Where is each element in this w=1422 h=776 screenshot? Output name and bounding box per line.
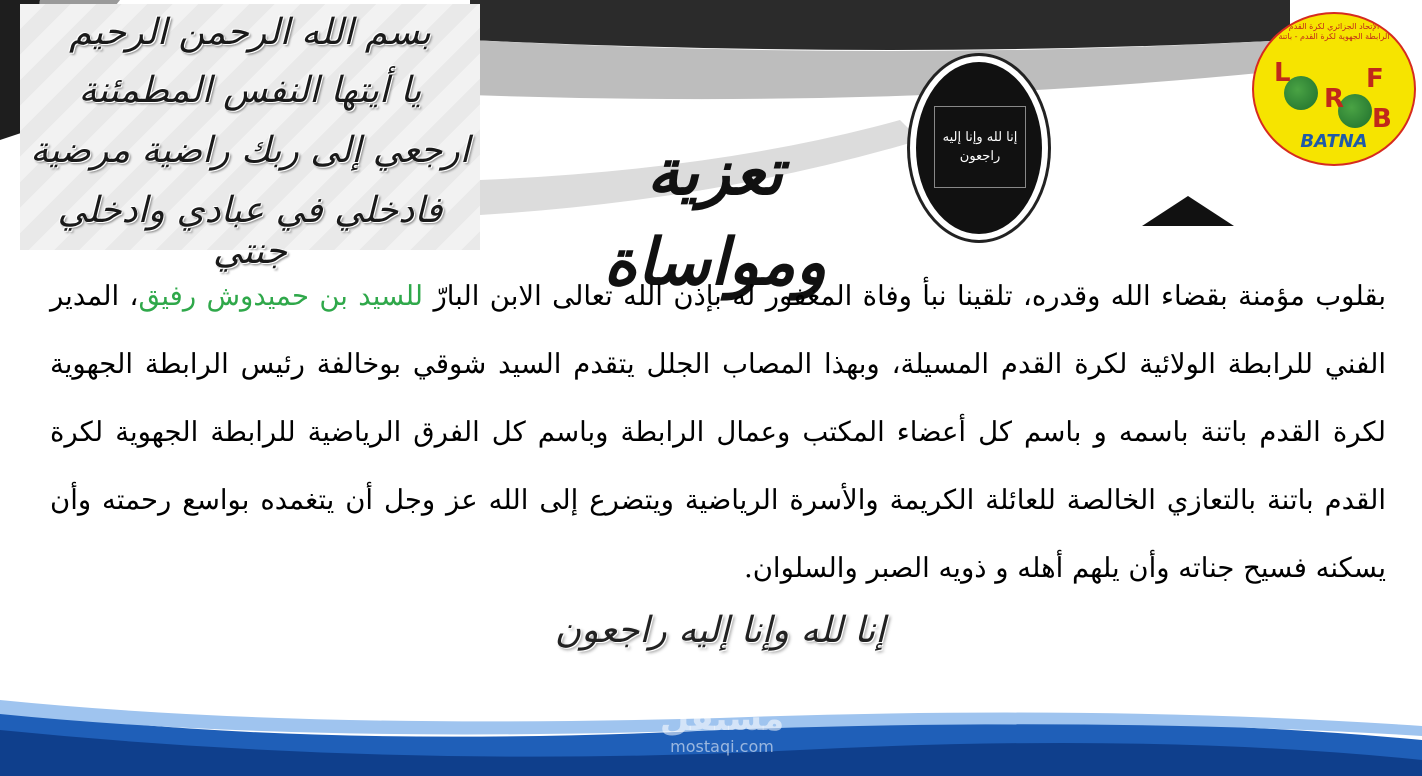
watermark-latin: mostaqi.com (670, 737, 774, 756)
watermark (632, 700, 812, 756)
logo-letter-r: R (1324, 84, 1345, 114)
lrfb-logo (1252, 12, 1416, 166)
logo-letter-l: L (1274, 58, 1291, 88)
logo-caption-line-1: الإتحاد الجزائري لكرة القدم (1288, 22, 1380, 31)
logo-letter-b: B (1372, 104, 1392, 134)
logo-caption-line-2: الرابطة الجهوية لكرة القدم - باتنة (1278, 32, 1390, 41)
message-body: ، المدير الفني للرابطة الولائية لكرة القدم المسيلة، وبهذا المصاب الجلل يتقدم السيد شوقي بوخالفة رئيس الرابطة الجهوية لكرة القدم باتنة باسمه و باسم كل أعضاء المكتب وعمال الرابطة وباسم كل الفرق الرياضية للرابطة الجهوية لكرة القدم باتنة بالتعازي الخالصة للعائلة الكريمة والأسرة الرياضية ويتضرع إلى الله عز وجل أن يتغمده بواسع رحمته وأن يسكنه فسيح جناته وأن يلهم أهله و ذويه الصبر والسلوان. (50, 280, 1386, 584)
verse-line-4: فادخلي في عبادي وادخلي جنتي (57, 190, 443, 272)
logo-caption (1272, 22, 1396, 42)
watermark-arabic: مستقل (659, 699, 785, 739)
triangle-ornament (1142, 196, 1234, 226)
condolence-seal (916, 62, 1042, 234)
message-intro: بقلوب مؤمنة بقضاء الله وقدره، تلقينا نبأ وفاة المغفور له بإذن الله تعالى الابن البارّ (433, 280, 1386, 312)
quran-verse-block (20, 4, 480, 272)
verse-line-1: بسم الله الرحمن الرحيم (69, 12, 431, 53)
seal-text: إنا لله وإنا إليه راجعون (934, 106, 1026, 188)
logo-city: BATNA (1300, 131, 1368, 152)
page-title: تعزية ومواساة (603, 135, 827, 300)
logo-letter-f: F (1366, 64, 1384, 94)
condolence-message (50, 262, 1386, 602)
verse-line-2: يا أيتها النفس المطمئنة (78, 70, 422, 111)
deceased-name: للسيد بن حميدوش رفيق (138, 280, 424, 312)
closing-phrase: إنا لله وإنا إليه راجعون (554, 610, 886, 651)
verse-line-3: ارجعي إلى ربك راضية مرضية (30, 130, 470, 171)
